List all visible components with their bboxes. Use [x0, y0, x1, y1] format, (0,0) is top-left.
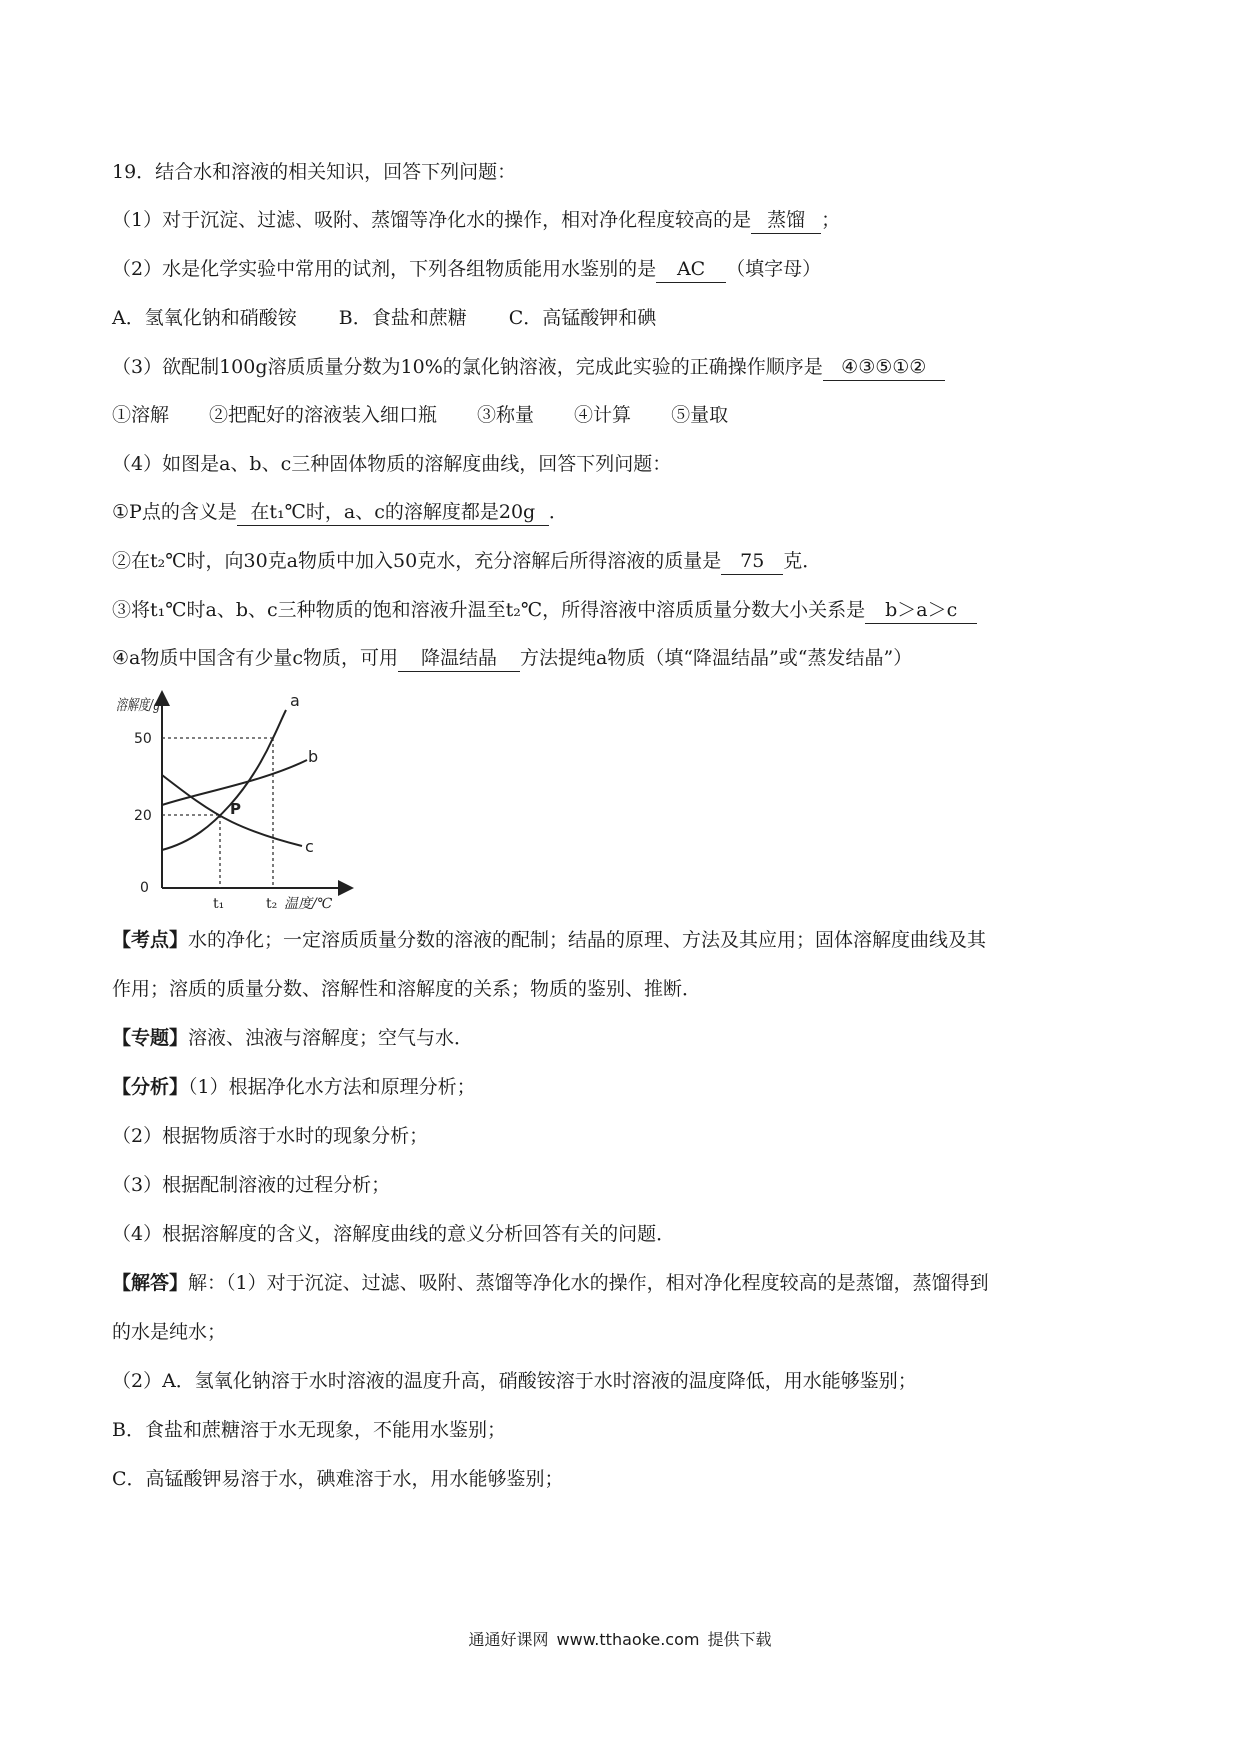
- kaodian-line-1: [112, 927, 986, 953]
- q3-answer: ④③⑤①②: [823, 354, 945, 381]
- q4-4-answer: 降温结晶: [398, 645, 520, 672]
- q4-4-text: ④a物质中国含有少量c物质，可用: [112, 647, 399, 669]
- q4-4-tail: 方法提纯a物质（填“降温结晶”或“蒸发结晶”）: [520, 647, 913, 669]
- point-p-label: P: [230, 800, 241, 818]
- x-axis-label: 温度/℃: [284, 896, 333, 912]
- question-4: （4）如图是a、b、c三种固体物质的溶解度曲线，回答下列问题：: [112, 453, 672, 475]
- zhuanti-text: 溶液、浊液与溶解度；空气与水．: [188, 1027, 474, 1049]
- q1-text: （1）对于沉淀、过滤、吸附、蒸馏等净化水的操作，相对净化程度较高的是: [112, 209, 752, 231]
- question-4-3: [112, 597, 977, 624]
- q4-2-tail: 克．: [783, 550, 822, 572]
- jieda-line-1: [112, 1270, 989, 1296]
- kaodian-tag: 【考点】: [112, 929, 189, 951]
- question-4-4: [112, 645, 912, 672]
- page-footer: [0, 1627, 1240, 1650]
- q4-3-answer: b＞a＞c: [865, 597, 977, 624]
- jieda-line-2: 的水是纯水；: [112, 1321, 227, 1343]
- curve-a-label: a: [290, 691, 300, 710]
- fenxi-line-2: （2）根据物质溶于水时的现象分析；: [112, 1125, 429, 1147]
- curve-b-label: b: [308, 747, 319, 766]
- q2-tail: （填字母）: [726, 258, 822, 280]
- fenxi-line-1: [112, 1074, 476, 1100]
- tick-label-t2: t₂: [266, 896, 278, 912]
- q4-1-text: ①P点的含义是: [112, 501, 237, 523]
- step-4: ④计算: [574, 404, 632, 426]
- footer-url[interactable]: www.tthaoke.com: [556, 1630, 700, 1649]
- y-axis-label: 溶解度/g: [116, 696, 160, 714]
- fenxi-line-4: （4）根据溶解度的含义，溶解度曲线的意义分析回答有关的问题．: [112, 1223, 676, 1245]
- q3-text: （3）欲配制100g溶质质量分数为10%的氯化钠溶液，完成此实验的正确操作顺序是: [112, 356, 823, 378]
- question-1: [112, 207, 840, 234]
- zhuanti-tag: 【专题】: [112, 1027, 189, 1049]
- curve-b: [162, 760, 307, 805]
- option-a: A．氢氧化钠和硝酸铵: [112, 307, 297, 329]
- q4-2-text: ②在t₂℃时，向30克a物质中加入50克水，充分溶解后所得溶液的质量是: [112, 550, 722, 572]
- q4-2-answer: 75: [721, 548, 783, 575]
- footer-suffix: 提供下载: [707, 1630, 772, 1649]
- question-4-2: [112, 548, 821, 575]
- curve-c-label: c: [305, 837, 314, 856]
- q3-steps: [112, 402, 768, 428]
- q2-text: （2）水是化学实验中常用的试剂，下列各组物质能用水鉴别的是: [112, 258, 657, 280]
- q1-answer: 蒸馏: [751, 207, 821, 234]
- q2-options: [112, 305, 698, 331]
- zhuanti-line: [112, 1025, 473, 1051]
- footer-site-name: 通通好课网: [468, 1630, 549, 1649]
- jieda-tag: 【解答】: [112, 1272, 189, 1294]
- fenxi-line-3: （3）根据配制溶液的过程分析；: [112, 1174, 391, 1196]
- option-c: C．高锰酸钾和碘: [508, 307, 657, 329]
- tick-label-50: 50: [134, 731, 152, 747]
- kaodian-line-2: 作用；溶质的质量分数、溶解性和溶解度的关系；物质的鉴别、推断．: [112, 978, 702, 1000]
- jieda-line-3: （2）A．氢氧化钠溶于水时溶液的温度升高，硝酸铵溶于水时溶液的温度降低，用水能够鉴别；: [112, 1370, 917, 1392]
- kaodian-text-1: 水的净化；一定溶质质量分数的溶液的配制；结晶的原理、方法及其应用；固体溶解度曲线及其: [188, 929, 987, 951]
- question-title: 19．结合水和溶液的相关知识，回答下列问题：: [112, 161, 517, 183]
- question-3: [112, 354, 945, 381]
- step-2: ②把配好的溶液装入细口瓶: [209, 404, 438, 426]
- question-4-1: [112, 499, 568, 526]
- jieda-line-5: C．高锰酸钾易溶于水，碘难溶于水，用水能够鉴别；: [112, 1468, 564, 1490]
- q2-answer: AC: [656, 256, 726, 283]
- q4-3-text: ③将t₁℃时a、b、c三种物质的饱和溶液升温至t₂℃，所得溶液中溶质质量分数大小关系是: [112, 599, 866, 621]
- step-3: ③称量: [477, 404, 535, 426]
- origin-label: 0: [140, 880, 149, 896]
- step-1: ①溶解: [112, 404, 170, 426]
- jieda-text-1: 解：（1）对于沉淀、过滤、吸附、蒸馏等净化水的操作，相对净化程度较高的是蒸馏，蒸馏得到: [188, 1272, 989, 1294]
- q1-tail: ；: [821, 209, 841, 231]
- fenxi-tag: 【分析】: [112, 1076, 189, 1098]
- step-5: ⑤量取: [671, 404, 729, 426]
- tick-label-20: 20: [134, 808, 152, 824]
- q4-1-answer: 在t₁℃时，a、c的溶解度都是20g: [237, 499, 549, 526]
- q4-1-tail: ．: [548, 501, 568, 523]
- solubility-curve-graph: [112, 680, 362, 912]
- question-2: [112, 256, 821, 283]
- curve-a: [162, 710, 286, 850]
- fenxi-text-1: （1）根据净化水方法和原理分析；: [188, 1076, 476, 1098]
- jieda-line-4: B．食盐和蔗糖溶于水无现象，不能用水鉴别；: [112, 1419, 506, 1441]
- option-b: B．食盐和蔗糖: [338, 307, 467, 329]
- tick-label-t1: t₁: [213, 896, 225, 912]
